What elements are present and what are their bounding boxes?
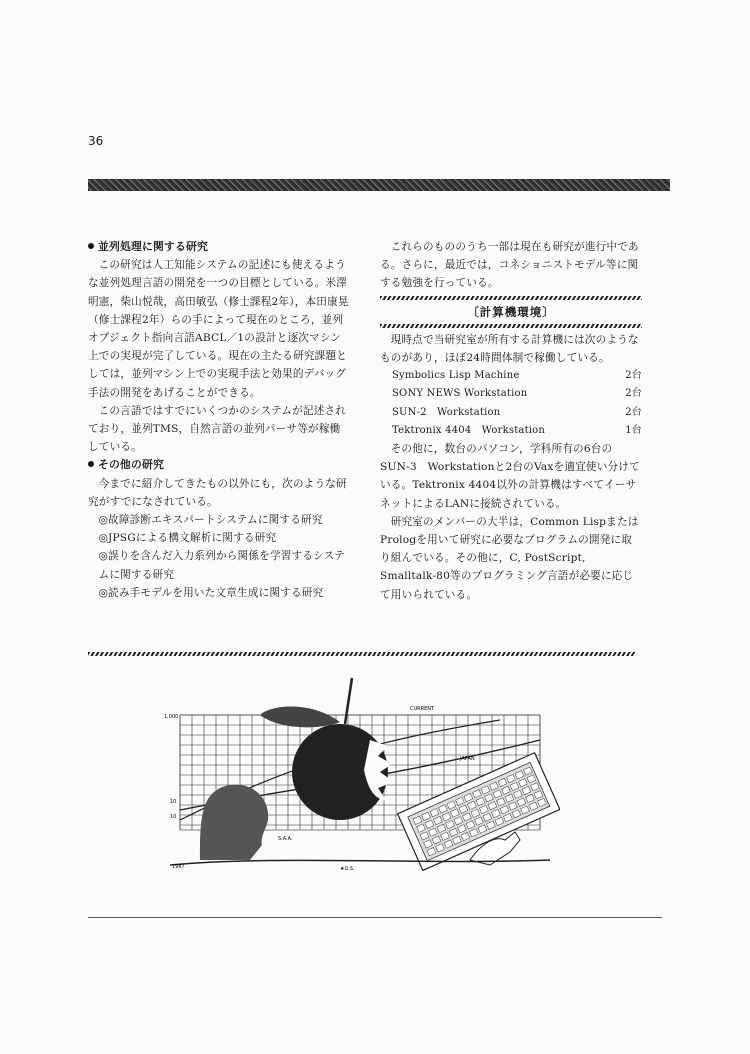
figure-label: 10 xyxy=(170,814,177,820)
figure-label: 1,000 xyxy=(164,714,179,720)
divider xyxy=(380,324,642,328)
left-column xyxy=(88,238,350,602)
paragraph: 今までに紹介してきたもの以外にも，次のような研究がすでになされている。 xyxy=(88,477,347,508)
heading-other-research: その他の研究 xyxy=(88,456,350,474)
figure-label: 1987 xyxy=(172,864,185,870)
machine-count: 2台 xyxy=(625,370,642,382)
machine-name: SUN-2 Workstation xyxy=(392,406,501,418)
page-number: 36 xyxy=(88,134,104,148)
list-item: ◎読み手モデルを用いた文章生成に関する研究 xyxy=(98,586,324,599)
right-column xyxy=(380,238,642,604)
machine-row xyxy=(392,422,642,440)
bullet-icon xyxy=(88,461,94,467)
figure-label: CURRENT xyxy=(410,706,435,712)
machine-list xyxy=(392,367,642,440)
machine-name: Symbolics Lisp Machine xyxy=(392,370,520,382)
footer-rule xyxy=(88,917,662,918)
divider xyxy=(380,296,642,300)
machine-name: SONY NEWS Workstation xyxy=(392,388,528,400)
machine-count: 2台 xyxy=(625,388,642,400)
machine-count: 2台 xyxy=(625,406,642,418)
paragraph: 研究室のメンバーの大半は，Common LispまたはPrologを用いて研究に必要なプログラムの開発に取り組んでいる。その他に，C, PostScript, Smalltalk-80等のプログラミング言語が必要に応じて用いられている。 xyxy=(380,515,639,601)
bullet-icon xyxy=(88,243,94,249)
machine-name: Tektronix 4404 Workstation xyxy=(392,424,546,436)
header-band xyxy=(88,179,670,191)
head-silhouette xyxy=(200,785,268,860)
paragraph: この言語ではすでにいくつかのシステムが記述されており，並列TMS，自然言語の並列パーサ等が稼働している。 xyxy=(88,404,347,454)
footer-band xyxy=(88,652,636,656)
machine-count: 1台 xyxy=(625,424,642,436)
apple-computer-illustration xyxy=(160,660,560,880)
apple-leaf-icon xyxy=(260,706,340,727)
paragraph: その他に，数台のパソコン，学科所有の6台のSUN-3 Workstationと2台のVaxを適宜使い分けている。Tektronix 4404以外の計算機はすべてイーサネットによるLANに接続されている。 xyxy=(380,443,640,510)
section-title: 〔計算機環境〕 xyxy=(467,304,555,319)
paragraph: これらのもののうち一部は現在も研究が進行中である。さらに，最近では，コネショニストモデル等に関する勉強を行っている。 xyxy=(380,241,639,290)
list-item: ◎故障診断エキスパートシステムに関する研究 xyxy=(98,514,323,527)
machine-row xyxy=(392,367,642,385)
figure-label: 10 xyxy=(170,799,177,805)
list-item: ◎誤りを含んだ入力系列から関係を学習するシステムに関する研究 xyxy=(98,550,345,581)
apple-stem-icon xyxy=(345,678,352,724)
list-item: ◎JPSGによる構文解析に関する研究 xyxy=(98,532,277,545)
figure-label: JAPAN xyxy=(460,756,475,762)
paragraph: この研究は人工知能システムの記述にも使えるような並列処理言語の開発を一つの目標としている。米澤明憲，柴山悦哉，高田敏弘（修士課程2年），本田康晃（修士課程2年）らの手によって現在のところ，並列オブジェクト指向言語ABCL／1の設計と逐次マシン上での実現が完了している。現在の主たる研究課題としては，並列マシン上での実現手法と効果的デバッグ手法の開発をあげることができる。 xyxy=(88,259,349,399)
paragraph: 現時点で当研究室が所有する計算機には次のようなものがあり，ほぼ24時間体制で稼働している。 xyxy=(380,333,639,365)
machine-row xyxy=(392,404,642,422)
figure-label: S.A.A. xyxy=(278,836,293,842)
machine-row xyxy=(392,385,642,403)
figure-label: ★U.S. xyxy=(340,866,355,872)
heading-parallel-research: 並列処理に関する研究 xyxy=(88,238,350,256)
